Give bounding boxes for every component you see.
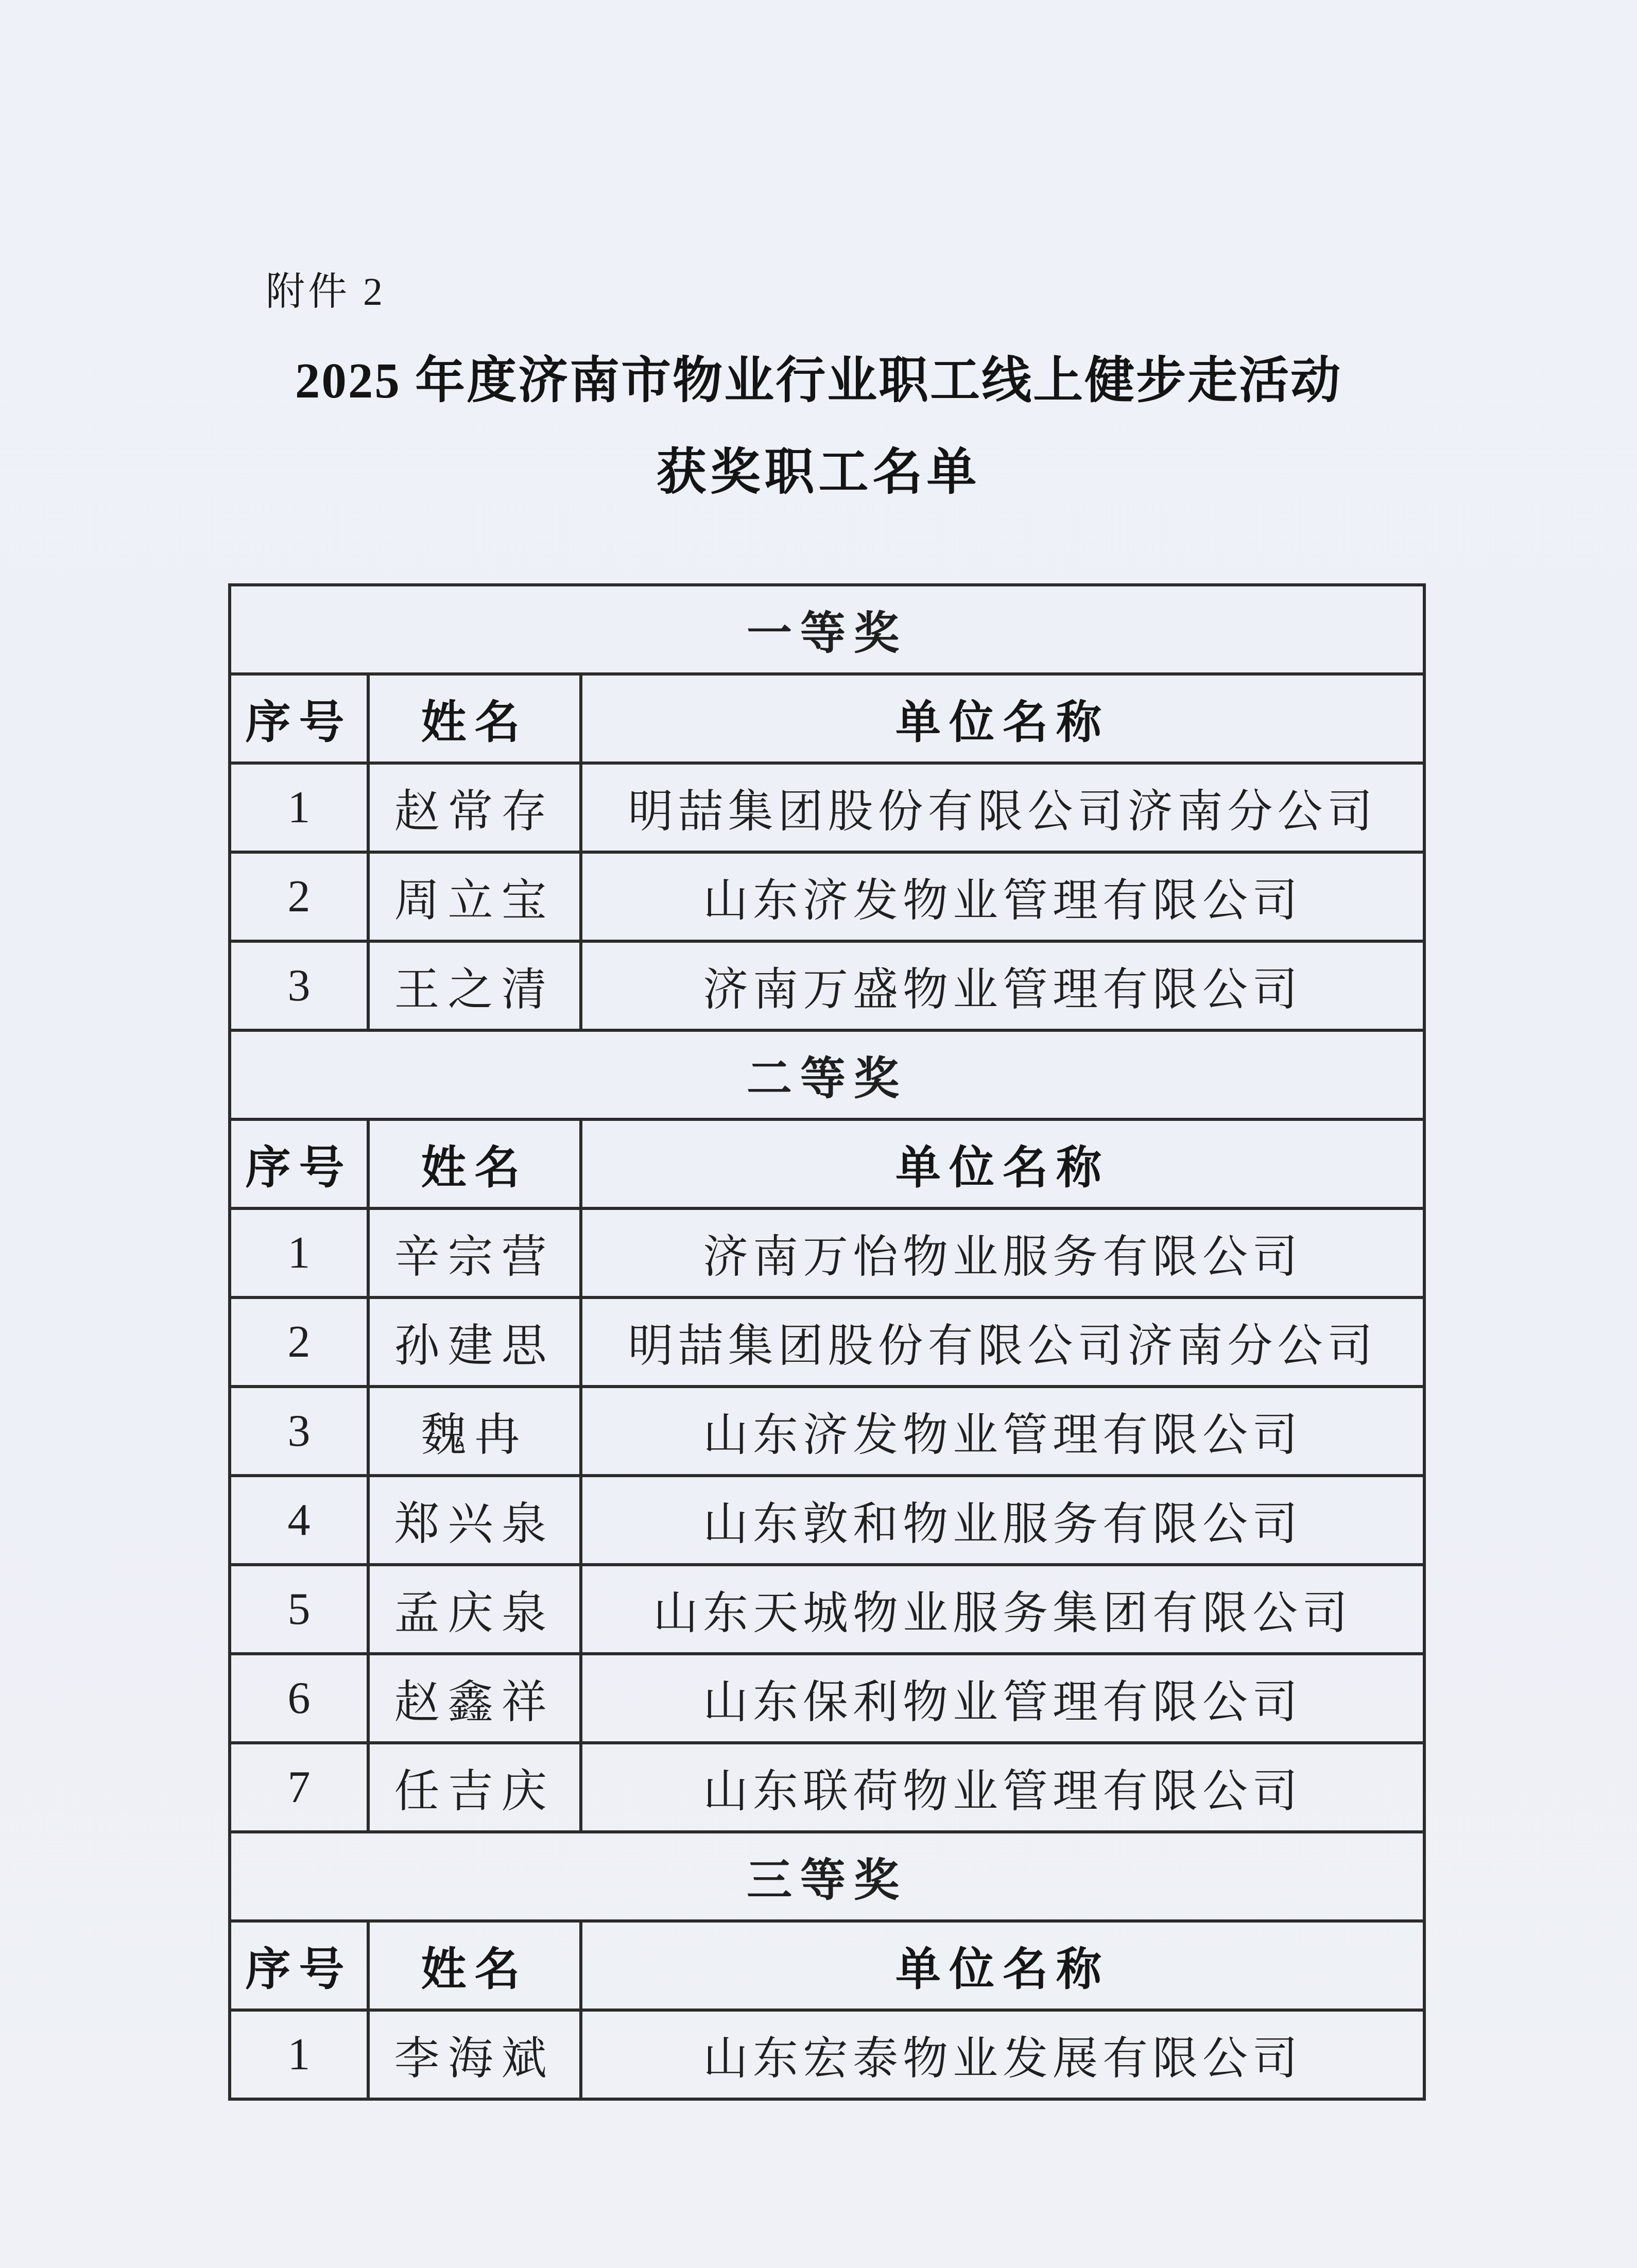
award-winners-table — [228, 583, 1426, 2101]
table-row — [230, 1297, 1424, 1387]
award-row-third-prize — [230, 1832, 1424, 1921]
index-cell: 3 — [230, 941, 368, 1030]
column-header-name: 姓名 — [368, 1119, 581, 1208]
table-row — [230, 941, 1424, 1030]
award-row-first-prize — [230, 585, 1424, 674]
name-cell: 孙建思 — [368, 1297, 581, 1387]
name-cell: 王之清 — [368, 941, 581, 1030]
table-row — [230, 852, 1424, 941]
award-title: 二等奖 — [230, 1030, 1424, 1119]
column-header-unit: 单位名称 — [581, 674, 1424, 763]
column-header-name: 姓名 — [368, 674, 581, 763]
name-cell: 李海斌 — [368, 2010, 581, 2099]
unit-cell: 济南万盛物业管理有限公司 — [581, 941, 1424, 1030]
unit-cell: 明喆集团股份有限公司济南分公司 — [581, 763, 1424, 852]
unit-cell: 山东天城物业服务集团有限公司 — [581, 1565, 1424, 1654]
index-cell: 2 — [230, 1297, 368, 1387]
column-header-unit: 单位名称 — [581, 1119, 1424, 1208]
index-cell: 1 — [230, 763, 368, 852]
name-cell: 周立宝 — [368, 852, 581, 941]
index-cell: 5 — [230, 1565, 368, 1654]
table-row — [230, 1743, 1424, 1832]
unit-cell: 济南万怡物业服务有限公司 — [581, 1208, 1424, 1297]
column-header-row — [230, 674, 1424, 763]
unit-cell: 山东敦和物业服务有限公司 — [581, 1476, 1424, 1565]
document-title-line1: 2025 年度济南市物业行业职工线上健步走活动 — [295, 353, 1342, 408]
unit-cell: 山东联荷物业管理有限公司 — [581, 1743, 1424, 1832]
name-cell: 赵鑫祥 — [368, 1654, 581, 1743]
index-cell: 3 — [230, 1387, 368, 1476]
unit-cell: 明喆集团股份有限公司济南分公司 — [581, 1297, 1424, 1387]
index-cell: 1 — [230, 1208, 368, 1297]
unit-cell: 山东宏泰物业发展有限公司 — [581, 2010, 1424, 2099]
award-title: 三等奖 — [230, 1832, 1424, 1921]
unit-cell: 山东保利物业管理有限公司 — [581, 1654, 1424, 1743]
table-row — [230, 1387, 1424, 1476]
unit-cell: 山东济发物业管理有限公司 — [581, 852, 1424, 941]
table-row — [230, 763, 1424, 852]
column-header-index: 序号 — [230, 1119, 368, 1208]
name-cell: 郑兴泉 — [368, 1476, 581, 1565]
column-header-row — [230, 1921, 1424, 2010]
award-row-second-prize — [230, 1030, 1424, 1119]
index-cell: 1 — [230, 2010, 368, 2099]
name-cell: 孟庆泉 — [368, 1565, 581, 1654]
name-cell: 任吉庆 — [368, 1743, 581, 1832]
index-cell: 6 — [230, 1654, 368, 1743]
document-title-line2: 获奖职工名单 — [656, 445, 981, 500]
unit-cell: 山东济发物业管理有限公司 — [581, 1387, 1424, 1476]
table-row — [230, 2010, 1424, 2099]
name-cell: 赵常存 — [368, 763, 581, 852]
table-row — [230, 1565, 1424, 1654]
index-cell: 4 — [230, 1476, 368, 1565]
table-row — [230, 1208, 1424, 1297]
column-header-unit: 单位名称 — [581, 1921, 1424, 2010]
award-title: 一等奖 — [230, 585, 1424, 674]
attachment-label: 附件 2 — [266, 270, 386, 314]
name-cell: 辛宗营 — [368, 1208, 581, 1297]
column-header-row — [230, 1119, 1424, 1208]
table-row — [230, 1476, 1424, 1565]
name-cell: 魏冉 — [368, 1387, 581, 1476]
column-header-index: 序号 — [230, 1921, 368, 2010]
index-cell: 7 — [230, 1743, 368, 1832]
table-row — [230, 1654, 1424, 1743]
column-header-index: 序号 — [230, 674, 368, 763]
index-cell: 2 — [230, 852, 368, 941]
column-header-name: 姓名 — [368, 1921, 581, 2010]
